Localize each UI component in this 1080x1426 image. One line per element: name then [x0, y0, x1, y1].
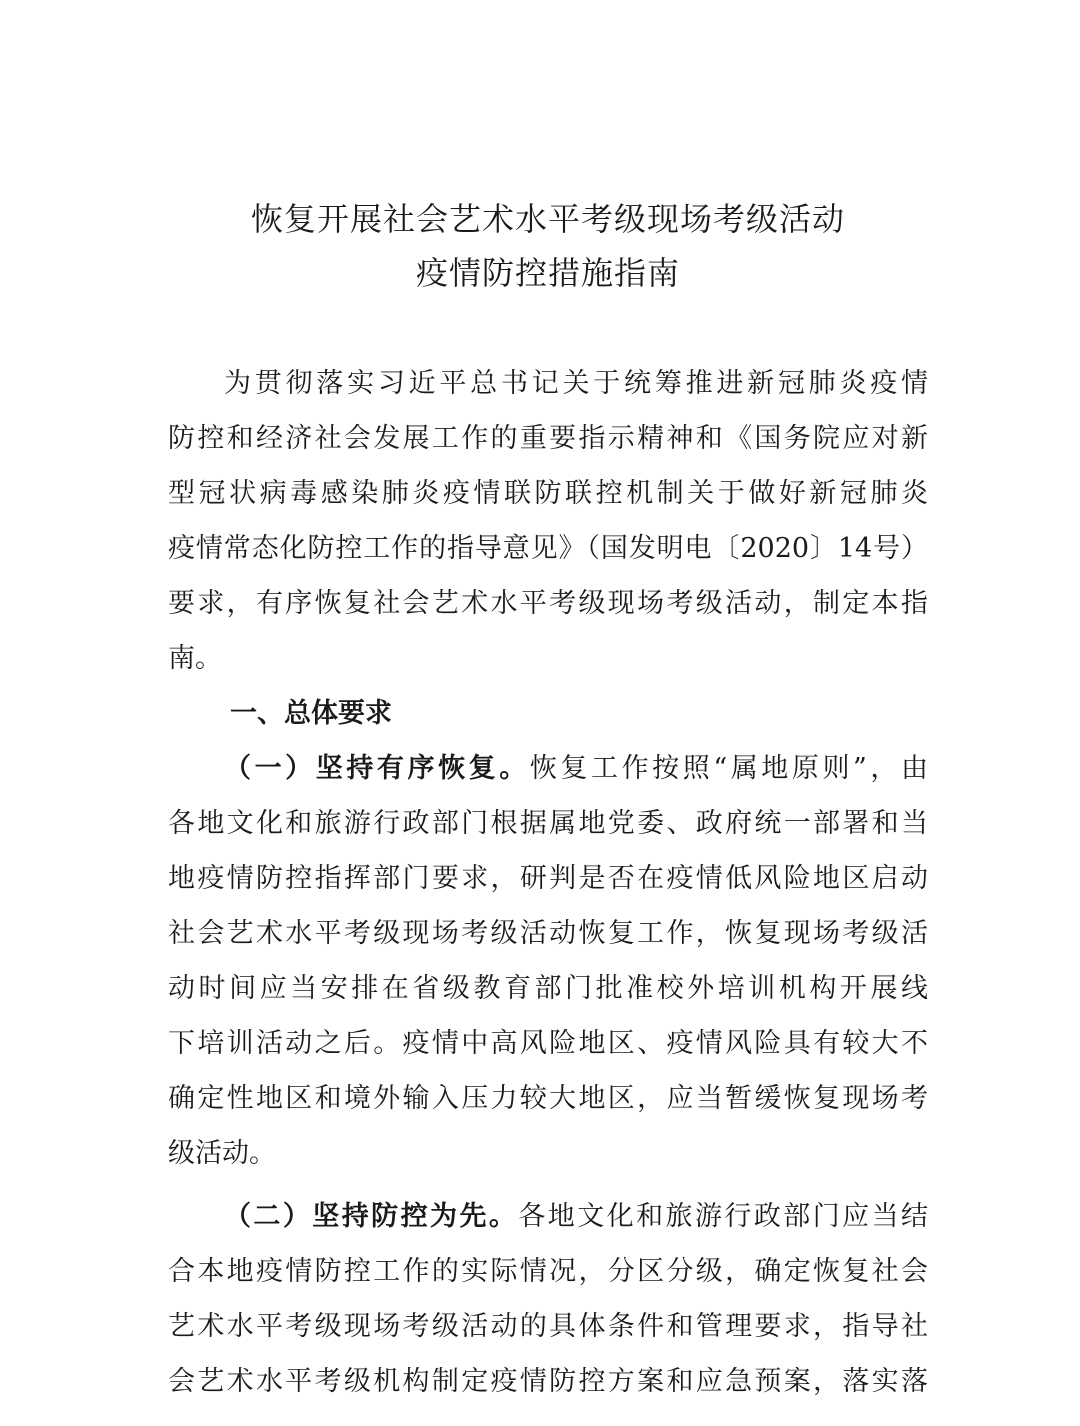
item2-line-3: 艺术水平考级现场考级活动的具体条件和管理要求，指导社 — [168, 1311, 928, 1342]
intro-line-4: 疫情常态化防控工作的指导意见》（国发明电〔2020〕14号） — [168, 533, 928, 564]
item1-text-1: 恢复工作按照“属地原则”，由 — [529, 753, 929, 784]
section-heading: 一、总体要求 — [230, 698, 392, 729]
item1-line-4: 社会艺术水平考级现场考级活动恢复工作，恢复现场考级活 — [168, 918, 928, 949]
item2-line-4: 会艺术水平考级机构制定疫情防控方案和应急预案，落实落 — [168, 1366, 928, 1397]
item1-line-6: 下培训活动之后。疫情中高风险地区、疫情风险具有较大不 — [168, 1028, 928, 1059]
item1-line-5: 动时间应当安排在省级教育部门批准校外培训机构开展线 — [168, 973, 928, 1004]
title-line-1: 恢复开展社会艺术水平考级现场考级活动 — [250, 200, 845, 238]
intro-line-3: 型冠状病毒感染肺炎疫情联防联控机制关于做好新冠肺炎 — [168, 478, 928, 509]
item1-line-8: 级活动。 — [168, 1138, 276, 1169]
document-title — [0, 192, 1080, 300]
item1-line-7: 确定性地区和境外输入压力较大地区，应当暂缓恢复现场考 — [168, 1083, 928, 1114]
document-body — [168, 356, 928, 1409]
item2-label: （二）坚持防控为先。 — [224, 1201, 519, 1232]
intro-line-6: 南。 — [168, 643, 222, 674]
item1-line-2: 各地文化和旅游行政部门根据属地党委、政府统一部署和当 — [168, 808, 928, 839]
item2-line-1 — [168, 1189, 928, 1244]
intro-line-1: 为贯彻落实习近平总书记关于统筹推进新冠肺炎疫情 — [224, 368, 928, 399]
item1-label: （一）坚持有序恢复。 — [224, 753, 530, 784]
intro-line-5: 要求，有序恢复社会艺术水平考级现场考级活动，制定本指 — [168, 588, 928, 619]
item1-line-1 — [168, 741, 928, 796]
paragraph-gap — [168, 1181, 928, 1189]
item2-line-2: 合本地疫情防控工作的实际情况，分区分级，确定恢复社会 — [168, 1256, 928, 1287]
item2-text-1: 各地文化和旅游行政部门应当结 — [518, 1201, 929, 1232]
intro-line-2: 防控和经济社会发展工作的重要指示精神和《国务院应对新 — [168, 423, 928, 454]
title-line-2: 疫情防控措施指南 — [415, 254, 680, 292]
item1-line-3: 地疫情防控指挥部门要求，研判是否在疫情低风险地区启动 — [168, 863, 928, 894]
